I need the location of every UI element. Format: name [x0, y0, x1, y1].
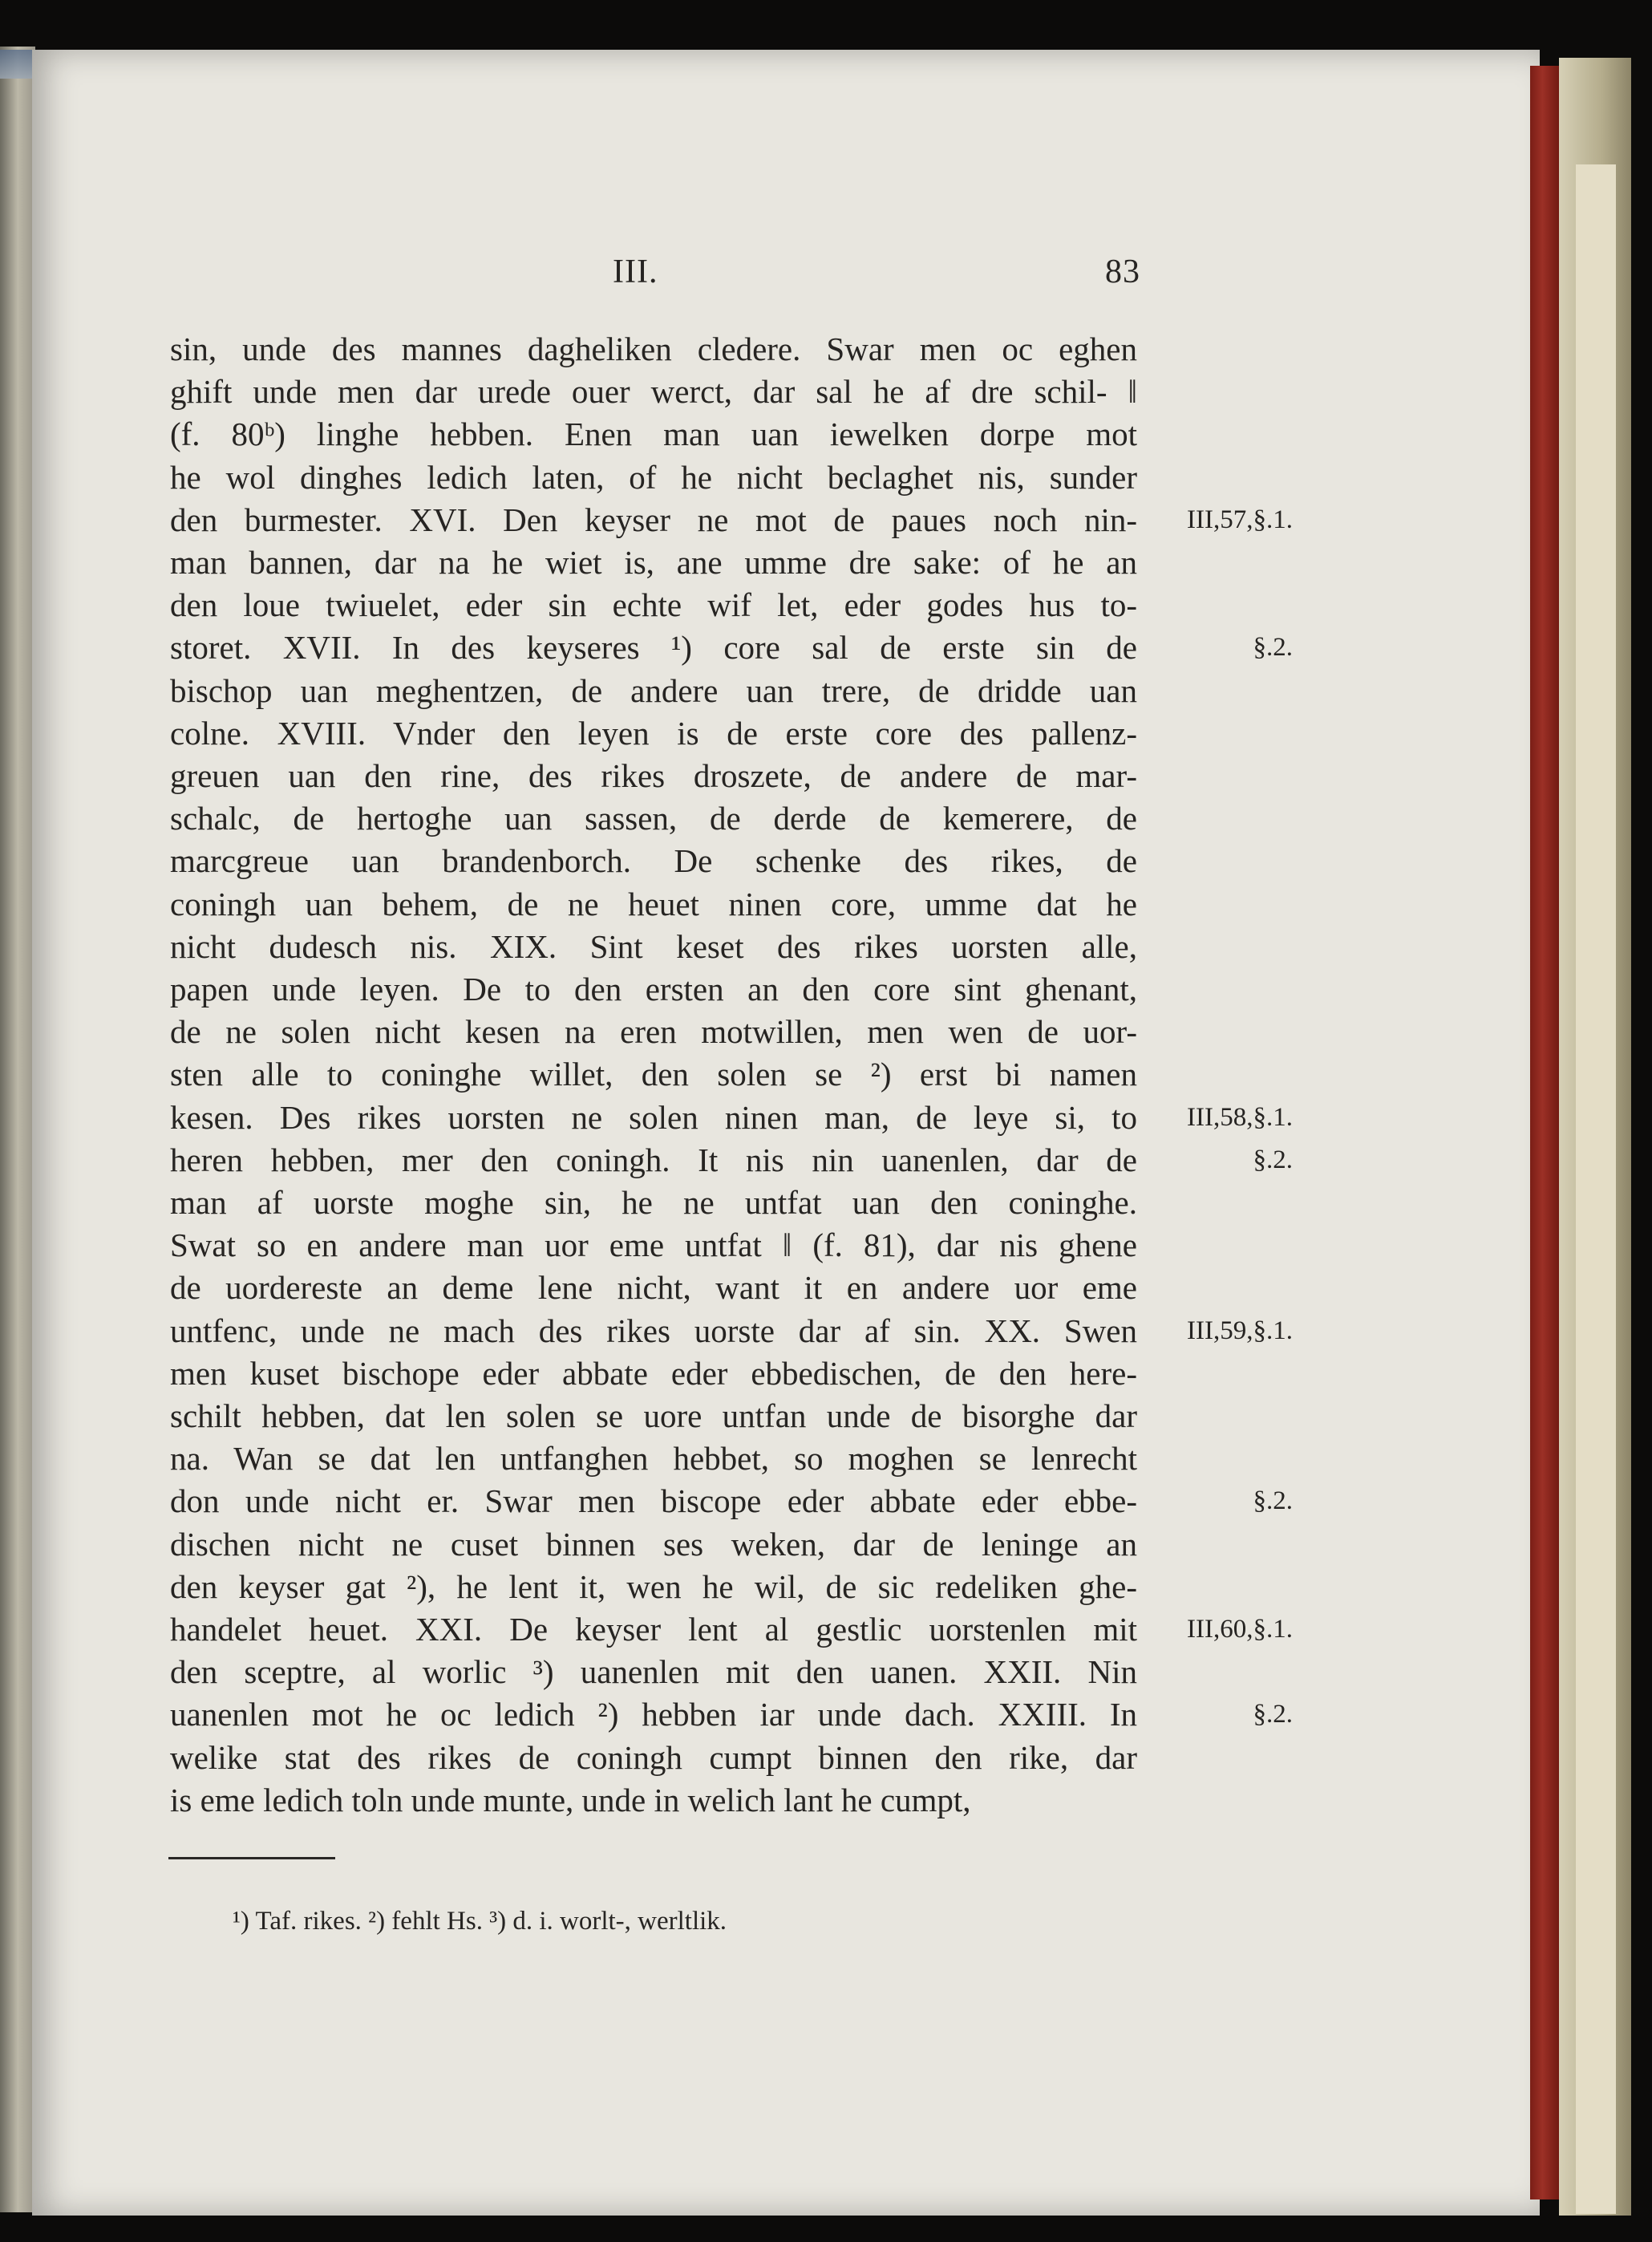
- text-line-content: den sceptre, al worlic ³) uanenlen mit den uanen. XXII. Nin: [170, 1653, 1137, 1691]
- text-line-content: marcgreue uan brandenborch. De schenke des rikes, de: [170, 842, 1137, 880]
- footnotes: ¹) Taf. rikes. ²) fehlt Hs. ³) d. i. worlt-, werltlik.: [233, 1907, 727, 1936]
- margin-note: §.2.: [1253, 1486, 1293, 1516]
- text-line-content: schalc, de hertoghe uan sassen, de derde de kemerere, de: [170, 800, 1137, 837]
- text-line-content: man af uorste moghe sin, he ne untfat uan den coninghe.: [170, 1184, 1137, 1221]
- text-line-content: de ne solen nicht kesen na eren motwillen, men wen de uor-: [170, 1013, 1137, 1051]
- text-line: [170, 498, 1137, 541]
- text-line: [170, 1522, 1137, 1566]
- margin-note: III,59,§.1.: [1187, 1316, 1293, 1345]
- text-line: [170, 1052, 1137, 1096]
- text-line: [170, 583, 1137, 626]
- red-page-edges: [1530, 66, 1561, 2199]
- text-line: [170, 712, 1137, 755]
- text-line: [170, 1096, 1137, 1139]
- margin-note: III,57,§.1.: [1187, 505, 1293, 534]
- text-line-content: bischop uan meghentzen, de andere uan trere, de dridde uan: [170, 671, 1137, 709]
- text-line-content: welike stat des rikes de coningh cumpt binnen den rike, dar: [170, 1738, 1137, 1776]
- margin-note: §.2.: [1253, 1700, 1293, 1729]
- text-line: [170, 1010, 1137, 1053]
- text-line-content: sten alle to coninghe willet, den solen se ²) erst bi namen: [170, 1056, 1137, 1093]
- text-line-content: he wol dinghes ledich laten, of he nicht beclaghet nis, sunder: [170, 458, 1137, 496]
- text-line-content: den burmester. XVI. Den keyser ne mot de paues noch nin-: [170, 501, 1137, 538]
- text-line-content: handelet heuet. XXI. De keyser lent al gestlic uorstenlen mit: [170, 1611, 1137, 1648]
- text-line-content: den keyser gat ²), he lent it, wen he wil, de sic redeliken ghe-: [170, 1567, 1137, 1605]
- margin-note: III,58,§.1.: [1187, 1102, 1293, 1132]
- text-line-content: men kuset bischope eder abbate eder ebbedischen, de den here-: [170, 1354, 1137, 1392]
- text-line-content: don unde nicht er. Swar men biscope eder abbate eder ebbe-: [170, 1482, 1137, 1520]
- text-line-content: (f. 80ᵇ) linghe hebben. Enen man uan iewelken dorpe mot: [170, 416, 1137, 453]
- text-line-content: de uordereste an deme lene nicht, want it en andere uor eme: [170, 1269, 1137, 1307]
- chapter-heading: III.: [613, 253, 658, 290]
- text-line-content: schilt hebben, dat len solen se uore untfan unde de bisorghe dar: [170, 1397, 1137, 1434]
- text-line: [170, 925, 1137, 968]
- text-line: [170, 1309, 1137, 1352]
- text-line: [170, 1437, 1137, 1480]
- text-line: [170, 882, 1137, 926]
- text-line-content: coningh uan behem, de ne heuet ninen core, umme dat he: [170, 885, 1137, 922]
- text-line: [170, 1223, 1137, 1267]
- text-line: [170, 1352, 1137, 1395]
- margin-note: §.2.: [1253, 1145, 1293, 1174]
- page-number: 83: [1105, 253, 1140, 290]
- text-line-content: kesen. Des rikes uorsten ne solen ninen man, de leye si, to: [170, 1098, 1137, 1136]
- text-line: [170, 1650, 1137, 1693]
- footnote-rule: [168, 1857, 335, 1859]
- text-line: [170, 967, 1137, 1011]
- text-line: [170, 541, 1137, 584]
- text-line-content: man bannen, dar na he wiet is, ane umme dre sake: of he an: [170, 544, 1137, 581]
- text-line: [170, 412, 1137, 456]
- text-line: [170, 456, 1137, 499]
- text-line: [170, 370, 1137, 413]
- text-line: [170, 1778, 1137, 1822]
- text-line: [170, 1181, 1137, 1224]
- text-line-content: greuen uan den rine, des rikes droszete, de andere de mar-: [170, 757, 1137, 794]
- text-line: [170, 1608, 1137, 1651]
- text-line-content: colne. XVIII. Vnder den leyen is de erste core des pallenz-: [170, 714, 1137, 752]
- text-line: [170, 754, 1137, 797]
- text-line-content: heren hebben, mer den coningh. It nis nin uanenlen, dar de: [170, 1141, 1137, 1178]
- text-line: [170, 1138, 1137, 1182]
- text-line: [170, 1479, 1137, 1522]
- text-line-content: dischen nicht ne cuset binnen ses weken, dar de leninge an: [170, 1525, 1137, 1563]
- text-line: [170, 1736, 1137, 1779]
- text-line: [170, 669, 1137, 712]
- text-line-content: storet. XVII. In des keyseres ¹) core sal de erste sin de: [170, 629, 1137, 667]
- text-line: [170, 1266, 1137, 1309]
- text-line-content: papen unde leyen. De to den ersten an den core sint ghenant,: [170, 971, 1137, 1007]
- text-line: [170, 839, 1137, 882]
- text-line-content: den loue twiuelet, eder sin echte wif let, eder godes hus to-: [170, 586, 1137, 624]
- margin-note: III,60,§.1.: [1187, 1615, 1293, 1644]
- text-line: [170, 1693, 1137, 1736]
- text-line-content: Swat so en andere man uor eme untfat ‖ (f. 81), dar nis ghene: [170, 1226, 1137, 1264]
- text-line-content: uanenlen mot he oc ledich ²) hebben iar unde dach. XXIII. In: [170, 1696, 1137, 1733]
- text-line: [170, 797, 1137, 840]
- text-line-content: ghift unde men dar urede ouer werct, dar sal he af dre schil- ‖: [170, 373, 1137, 411]
- text-line: [170, 1394, 1137, 1437]
- margin-note: §.2.: [1253, 633, 1293, 663]
- text-line: [170, 626, 1137, 669]
- text-line-content: sin, unde des mannes dagheliken cledere. Swar men oc eghen: [170, 330, 1137, 367]
- cover-paper-strip: [1576, 164, 1616, 2214]
- text-line: [170, 327, 1137, 371]
- text-line-content: is eme ledich toln unde munte, unde in welich lant he cumpt,: [170, 1781, 971, 1818]
- text-line: [170, 1565, 1137, 1608]
- text-line-content: na. Wan se dat len untfanghen hebbet, so moghen se lenrecht: [170, 1440, 1137, 1478]
- text-line-content: untfenc, unde ne mach des rikes uorste dar af sin. XX. Swen: [170, 1312, 1137, 1349]
- text-line-content: nicht dudesch nis. XIX. Sint keset des rikes uorsten alle,: [170, 927, 1137, 965]
- left-page-edge: [0, 47, 35, 2212]
